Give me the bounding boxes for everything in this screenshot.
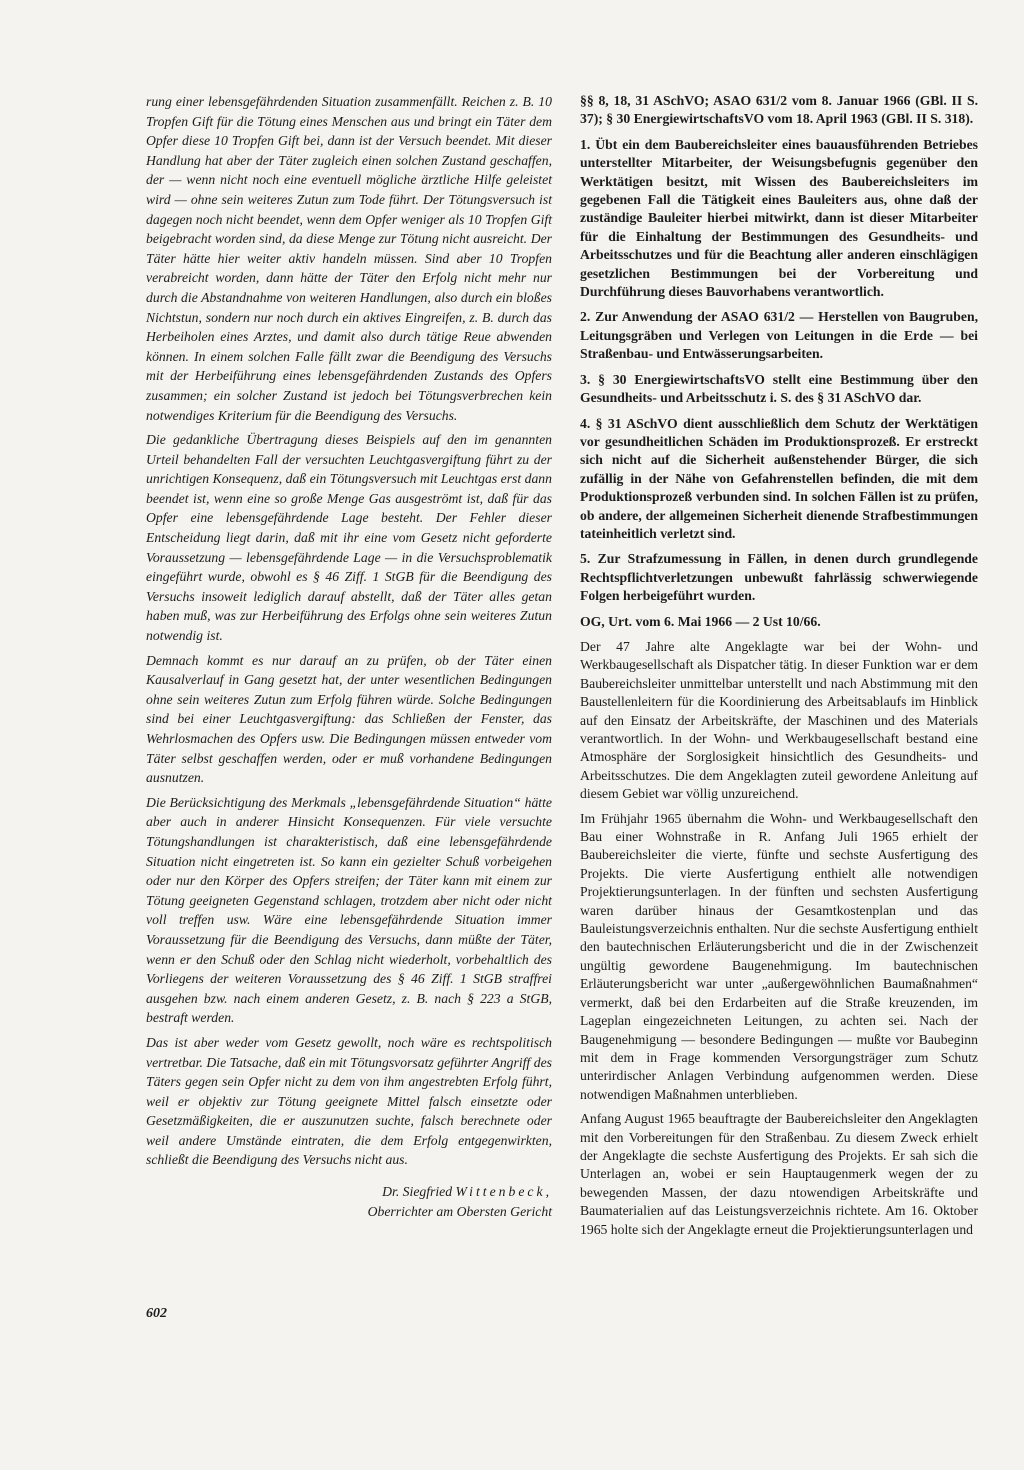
headnote-4: 4. § 31 ASchVO dient ausschließlich dem Schutz der Werktätigen vor gesundheitlichen Schäden im Produktionsprozeß. Er erstreckt sich nicht auf die Sicherheit außenstehender Bürger, die sich zufällig in der Nähe von Gefahrenstellen befinden, die mit dem Produktionsprozeß verbunden sind. In solchen Fällen ist zu prüfen, ob andere, der allgemeinen Sicherheit dienende Strafbestimmungen tateinheitlich verletzt sind. [580, 415, 978, 541]
headnote-1: 1. Übt ein dem Baubereichsleiter eines bauausführenden Betriebes unterstellter Mitarbeiter, der Weisungsbefugnis gegenüber den Werktätigen besitzt, mit Wissen des Baubereichsleiters im gegebenen Fall die Tätigkeit eines Bauleiters aus, ohne daß der zuständige Bauleiter hierbei mitwirkt, dann ist dieser Mitarbeiter für die Einhaltung der Bestimmungen des Gesundheits- und Arbeitsschutzes und für die Beachtung aller anderen einschlägigen gesetzlichen Bestimmungen bei der Vorbereitung und Durchführung dieses Bauvorhabens verantwortlich. [580, 136, 978, 300]
author-prefix: Dr. Siegfried [382, 1184, 453, 1200]
legal-citation: §§ 8, 18, 31 ASchVO; ASAO 631/2 vom 8. Januar 1966 (GBl. II S. 37); § 30 EnergiewirtschaftsVO vom 18. April 1963 (GBl. II S. 318). [580, 93, 978, 127]
body-paragraph-1: Der 47 Jahre alte Angeklagte war bei der Wohn- und Werkbaugesellschaft als Dispatcher tätig. In dieser Funktion war er dem Baubereichsleiter unmittelbar unterstellt und nach Abstimmung mit den Baustellenleitern für die Koordinierung des Arbeitsablaufs im Hinblick auf den Einsatz der Arbeitskräfte, der Maschinen und des Materials verantwortlich. In der Wohn- und Werkbaugesellschaft bestand eine Atmosphäre der Sorglosigkeit hinsichtlich des Gesundheits- und Arbeitsschutzes. Die dem Angeklagten zuteil gewordene Anleitung auf diesem Gebiet war völlig unzureichend. [580, 638, 978, 802]
author-surname: Wittenbeck, [455, 1184, 552, 1200]
left-paragraph-3: Demnach kommt es nur darauf an zu prüfen, ob der Täter einen Kausalverlauf in Gang gesetzt hat, der unter wesentlichen Bedingungen ohne sein weiteres Zutun zum Erfolg führen würde. Solche Bedingungen sind bei einer Leuchtgasvergiftung: das Schließen der Fenster, das Wehrlosmachen des Opfers usw. Die Bedingungen müssen entweder vom Täter selbst geschaffen werden, oder er muß vorhandene Bedingungen ausnutzen. [146, 652, 552, 786]
body-paragraph-2: Im Frühjahr 1965 übernahm die Wohn- und Werkbaugesellschaft den Bau einer Wohnstraße in R. Anfang Juli 1965 erhielt der Baubereichsleiter die vierte, fünfte und sechste Ausfertigung des Projekts. Die vierte Ausfertigung enthielt alle notwendigen Projektierungsunterlagen. In der fünften und sechsten Ausfertigung waren darüber hinaus der Gesamtkostenplan und das Bauleistungsverzeichnis enthalten. Nur die sechste Ausfertigung enthielt den bautechnischen Erläuterungsbericht und die in der Zwischenzeit ungültig gewordene Baugenehmigung. Im bautechnischen Erläuterungsbericht war unter „außergewöhnlichen Baumaßnahmen“ vermerkt, daß bei den Erdarbeiten auf die Straße kreuzenden, im Lageplan eingezeichneten Leitungen, zu achten sei. Nach der Baugenehmigung — besondere Bedingungen — mußte vor Baubeginn mit dem in Frage kommenden Versorgungsträger zum Schutz unterirdischer Anlagen Verbindung aufgenommen werden. Diese notwendigen Maßnahmen unterblieben. [580, 810, 978, 1102]
body-paragraph-3: Anfang August 1965 beauftragte der Baubereichsleiter den Angeklagten mit den Vorbereitungen für den Straßenbau. Zu diesem Zweck erhielt der Angeklagte die sechste Ausfertigung des Projekts. Er sah sich die Unterlagen an, wobei er sein Hauptaugenmerk wegen der zu bewegenden Massen, der dazu ntowendigen Arbeitskräfte und Baumaterialien auf das Leistungsverzeichnis richtete. Am 16. Oktober 1965 holte sich der Angeklagte erneut die Projektierungsunterlagen und [580, 1111, 978, 1237]
headnote-5: 5. Zur Strafzumessung in Fällen, in denen durch grundlegende Rechtspflichtverletzungen unbewußt fahrlässig schwerwiegende Folgen herbeigeführt wurden. [580, 551, 978, 604]
left-paragraph-1: rung einer lebensgefährdenden Situation zusammenfällt. Reichen z. B. 10 Tropfen Gift für die Tötung eines Menschen aus und bringt ein Täter dem Opfer diese 10 Tropfen Gift bei, dann ist der Versuch beendet. Mit dieser Handlung hat aber der Täter zugleich einen solchen Zustand geschaffen, der — wenn nicht noch eine eventuell mögliche ärztliche Hilfe geleistet wird — ohne sein weiteres Zutun zum Tode führt. Der Tötungsversuch ist dagegen noch nicht beendet, wenn dem Opfer weniger als 10 Tropfen Gift beigebracht worden sind, da diese Menge zur Tötung nicht ausreicht. Der Täter hätte hier weiter aktiv handeln müssen. Sind aber 10 Tropfen verabreicht worden, dann hätte der Täter den Erfolg nicht mehr nur durch die Abstandnahme von weiteren Handlungen, also durch ein bloßes Nichtstun, sondern nur noch durch ein aktives Eingreifen, z. B. durch das Herbeiholen eines Arztes, und damit also durch tätige Reue abwenden können. In einem solchen Falle fällt zwar die Beendigung des Versuchs mit der Herbeiführung eines lebensgefährdenden Zustands des Opfers zusammen; ein solcher Zustand ist jedoch bei Tötungsverbrechen kein notwendiges Kriterium für die Beendigung des Versuchs. [146, 94, 552, 423]
court-decision-line: OG, Urt. vom 6. Mai 1966 — 2 Ust 10/66. [580, 613, 821, 629]
author-title: Oberrichter am Obersten Gericht [367, 1204, 552, 1220]
left-paragraph-4: Die Berücksichtigung des Merkmals „lebensgefährdende Situation“ hätte aber auch in anderer Hinsicht Konsequenzen. Für viele versuchte Tötungshandlungen ist charakteristisch, daß eine lebensgefährdende Situation nicht eingetreten ist. So kann ein gezielter Schuß vorbeigehen oder nur den Körper des Opfers streifen; der Täter kann mit einem zur Tötung geeigneten Gegenstand schlagen, trotzdem aber nicht oder nicht voll treffen usw. Wäre eine lebensgefährdende Situation immer Voraussetzung für die Beendigung des Versuchs, dann müßte der Täter, wenn er den Schuß oder den Schlag nicht wiederholt, vorbehaltlich des Vorliegens der weiteren Voraussetzung des § 46 Ziff. 1 StGB straffrei ausgehen bzw. nach einem anderen Gesetz, z. B. nach § 223 a StGB, bestraft werden. [146, 794, 552, 1026]
left-paragraph-5: Das ist aber weder vom Gesetz gewollt, noch wäre es rechtspolitisch vertretbar. Die Tatsache, daß ein mit Tötungsvorsatz geführter Angriff des Täters gegen sein Opfer nicht zu dem von ihm angestrebten Erfolg führt, weil er objektiv zur Tötung geeignete Mittel falsch einsetzte oder Gesetzmäßigkeiten, die er auszunutzen suchte, falsch berechnete oder weil andere Umstände eintraten, die dem Erfolg entgegenwirkten, schließt die Beendigung des Versuchs nicht aus. [146, 1034, 552, 1168]
headnote-2: 2. Zur Anwendung der ASAO 631/2 — Herstellen von Baugruben, Leitungsgräben und Verlegen von Leitungen in die Erde — bei Straßenbau- und Entwässerungsarbeiten. [580, 309, 978, 362]
left-paragraph-2: Die gedankliche Übertragung dieses Beispiels auf den im genannten Urteil behandelten Fall der versuchten Leuchtgasvergiftung führt zu der unrichtigen Konsequenz, daß ein Tötungsversuch mit Leuchtgas erst dann beendet ist, wenn eine so große Menge Gas ausgeströmt ist, daß für das Opfer eine lebensgefährdende Lage besteht. Der Fehler dieser Entscheidung liegt darin, daß mit ihr eine vom Gesetz nicht geforderte Voraussetzung — lebensgefährdende Lage — in die Versuchsproblematik eingeführt wurde, obwohl es § 46 Ziff. 1 StGB für die Beendigung des Versuchs insoweit lediglich darauf abstellt, daß der Täter alles getan haben muß, was zur Herbeiführung des Erfolgs ohne sein weiteres Zutun notwendig ist. [146, 432, 552, 644]
right-column [580, 92, 978, 1239]
author-signature [146, 1182, 552, 1222]
author-name-line [146, 1182, 552, 1202]
left-column [146, 92, 552, 1222]
page-number: 602 [146, 1306, 167, 1321]
headnote-3: 3. § 30 EnergiewirtschaftsVO stellt eine Bestimmung über den Gesundheits- und Arbeitsschutz i. S. des § 31 ASchVO dar. [580, 371, 978, 406]
